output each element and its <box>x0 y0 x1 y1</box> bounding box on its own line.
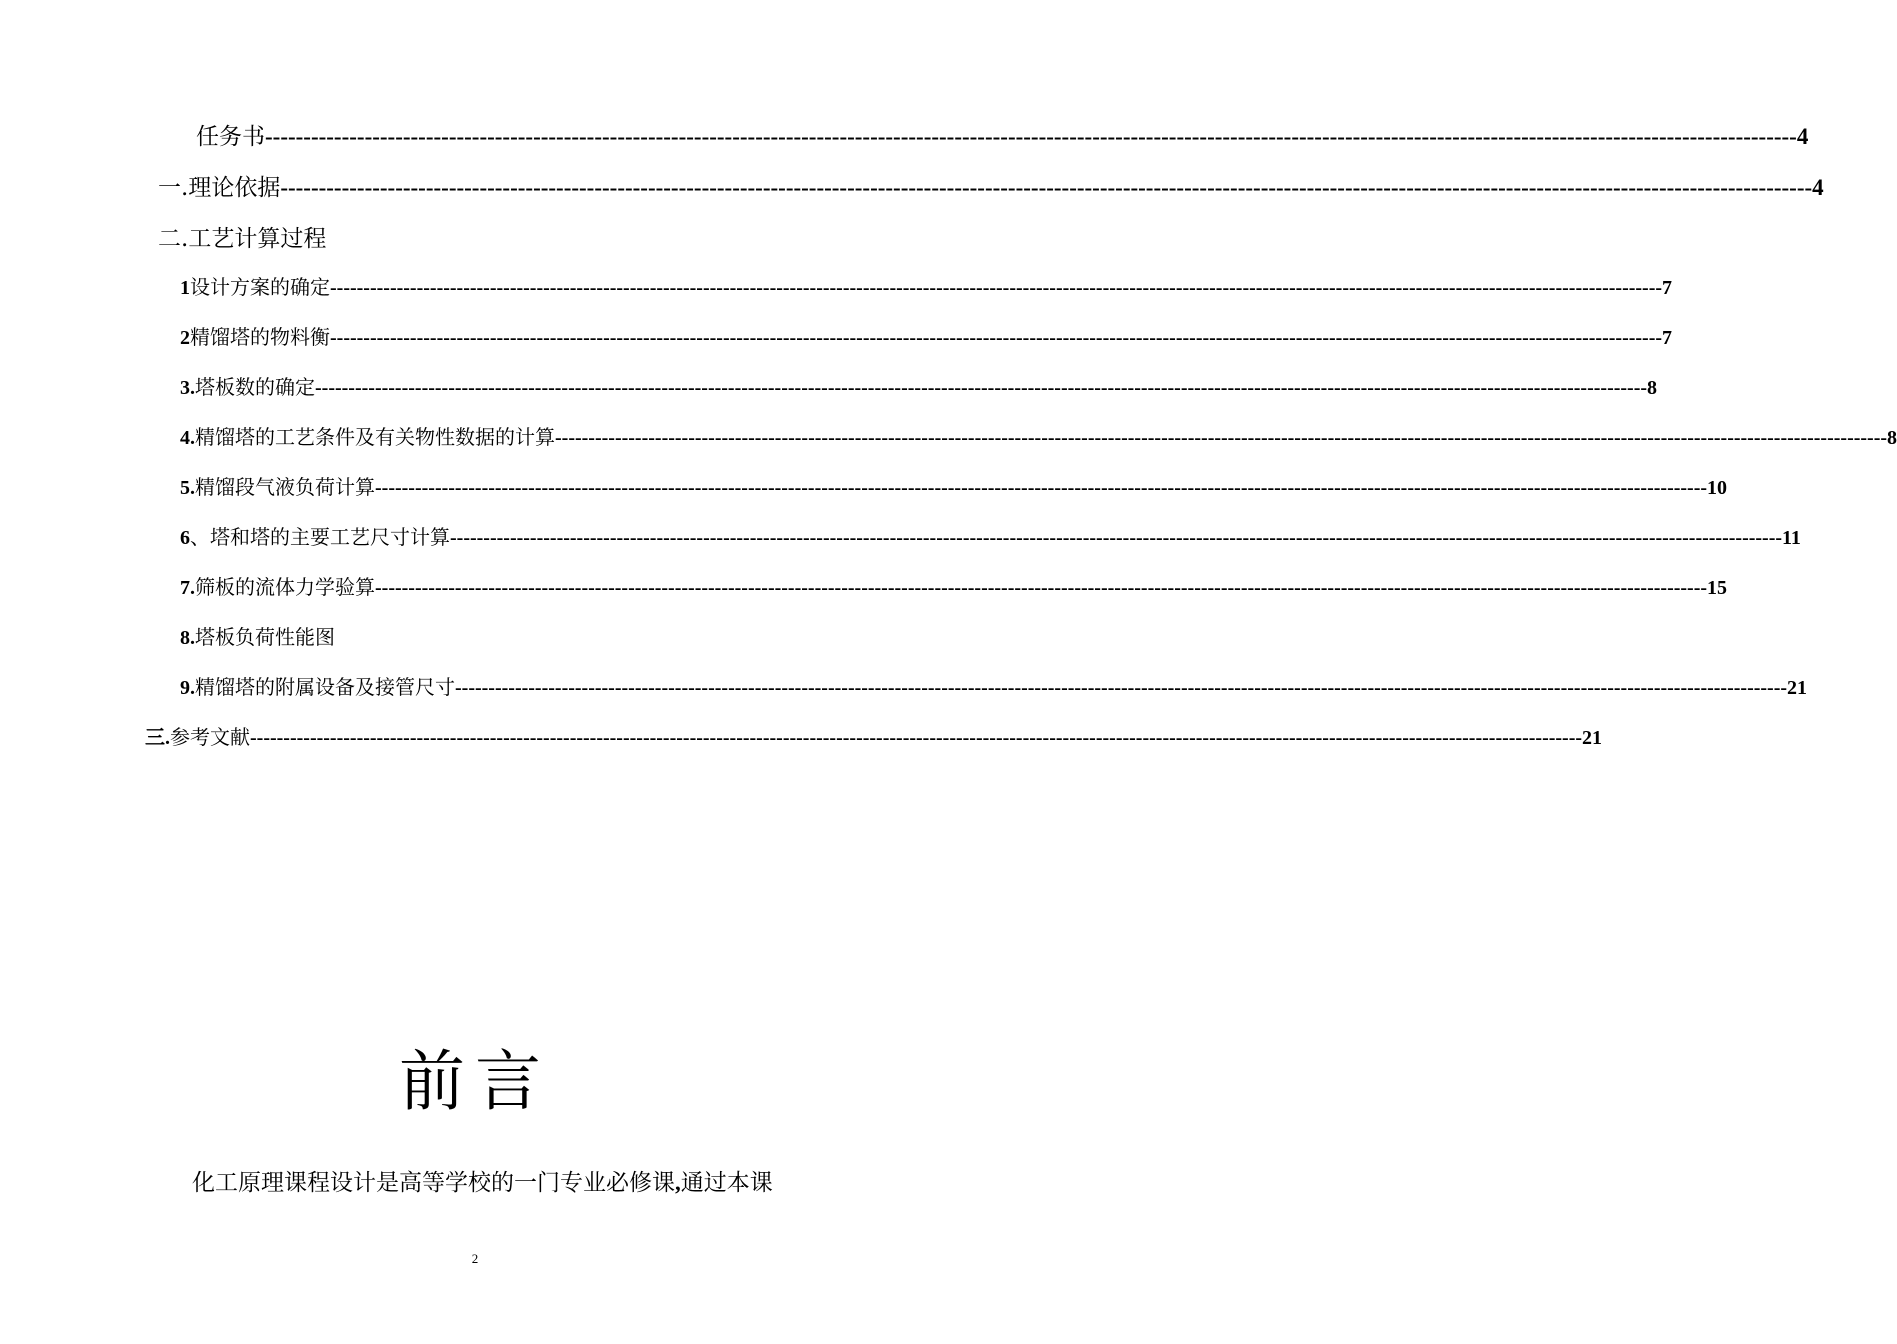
toc-item-process-conditions[interactable]: 4. 精馏塔的工艺条件及有关物性数据的计算 -------------------------------------------------------------------------------------------------------------------------------------------------------------------------------------------------------- 8 <box>180 425 1897 449</box>
toc-leader: -------------------------------------------------------------------------------------------------------------------------------------------------------------------------------------------------------- <box>450 527 1783 549</box>
toc-item-load-calc[interactable]: 5. 精馏段气液负荷计算 -------------------------------------------------------------------------------------------------------------------------------------------------------------------------------------------------------- 10 <box>180 475 1728 499</box>
toc-page-number: 4 <box>1796 124 1809 149</box>
toc-item-plate-count[interactable]: 3. 塔板数的确定 -------------------------------------------------------------------------------------------------------------------------------------------------------------------------------------------------------- 8 <box>180 375 1658 399</box>
toc-page-number: 21 <box>1787 677 1808 699</box>
preface-paragraph <box>192 1164 773 1197</box>
toc-item-theory[interactable]: 一. 理论依据 -------------------------------------------------------------------------------------------------------------------------------------------------------------------------------------------------------- 4 <box>158 175 1824 201</box>
toc-leader: -------------------------------------------------------------------------------------------------------------------------------------------------------------------------------------------------------- <box>330 327 1663 349</box>
toc-page-number: 8 <box>1887 427 1897 449</box>
toc-leader: -------------------------------------------------------------------------------------------------------------------------------------------------------------------------------------------------------- <box>280 175 1813 200</box>
toc-page-number: 11 <box>1782 527 1801 549</box>
toc-item-auxiliary[interactable]: 9. 精馏塔的附属设备及接管尺寸 -------------------------------------------------------------------------------------------------------------------------------------------------------------------------------------------------------- 21 <box>180 675 1808 699</box>
toc-page-number: 10 <box>1707 477 1728 499</box>
toc-item-references[interactable]: 三. 参考文献 -------------------------------------------------------------------------------------------------------------------------------------------------------------------------------------------------------- 21 <box>145 725 1603 749</box>
toc-item-process-calc[interactable]: 二. 工艺计算过程 <box>158 226 327 252</box>
toc-page-number: 8 <box>1647 377 1658 399</box>
toc-item-hydraulics[interactable]: 7. 筛板的流体力学验算 -------------------------------------------------------------------------------------------------------------------------------------------------------------------------------------------------------- 15 <box>180 575 1728 599</box>
preface-text-part: , <box>675 1170 681 1195</box>
toc-item-material-balance[interactable]: 2 精馏塔的物料衡 -------------------------------------------------------------------------------------------------------------------------------------------------------------------------------------------------------- 7 <box>180 325 1673 349</box>
toc-page-number: 7 <box>1662 327 1673 349</box>
preface-title: 前言 <box>399 1043 551 1120</box>
toc-item-design-plan[interactable]: 1 设计方案的确定 -------------------------------------------------------------------------------------------------------------------------------------------------------------------------------------------------------- 7 <box>180 275 1673 299</box>
toc-page-number: 21 <box>1582 727 1603 749</box>
page-number: 2 <box>471 1251 479 1266</box>
toc-leader: -------------------------------------------------------------------------------------------------------------------------------------------------------------------------------------------------------- <box>330 277 1663 299</box>
toc-item-task-book[interactable]: 任务书 -------------------------------------------------------------------------------------------------------------------------------------------------------------------------------------------------------- 4 <box>196 124 1809 150</box>
toc-leader: -------------------------------------------------------------------------------------------------------------------------------------------------------------------------------------------------------- <box>375 577 1708 599</box>
toc-leader: -------------------------------------------------------------------------------------------------------------------------------------------------------------------------------------------------------- <box>555 427 1888 449</box>
toc-page-number: 4 <box>1812 175 1824 200</box>
toc-leader: -------------------------------------------------------------------------------------------------------------------------------------------------------------------------------------------------------- <box>250 727 1583 749</box>
preface-text-part: 通过本课 <box>680 1170 773 1196</box>
toc-leader: -------------------------------------------------------------------------------------------------------------------------------------------------------------------------------------------------------- <box>375 477 1708 499</box>
toc-item-load-chart[interactable]: 8. 塔板负荷性能图 <box>180 625 335 649</box>
toc-item-dimensions[interactable]: 6 、塔和塔的主要工艺尺寸计算 -------------------------------------------------------------------------------------------------------------------------------------------------------------------------------------------------------- 11 <box>180 525 1801 549</box>
toc-leader: -------------------------------------------------------------------------------------------------------------------------------------------------------------------------------------------------------- <box>315 377 1648 399</box>
toc-page-number: 7 <box>1662 277 1673 299</box>
toc-leader: -------------------------------------------------------------------------------------------------------------------------------------------------------------------------------------------------------- <box>455 677 1788 699</box>
toc-page-number: 15 <box>1707 577 1728 599</box>
preface-text-part: 化工原理课程设计是高等学校的一门专业必修课 <box>192 1170 675 1196</box>
toc-leader: -------------------------------------------------------------------------------------------------------------------------------------------------------------------------------------------------------- <box>265 124 1797 149</box>
